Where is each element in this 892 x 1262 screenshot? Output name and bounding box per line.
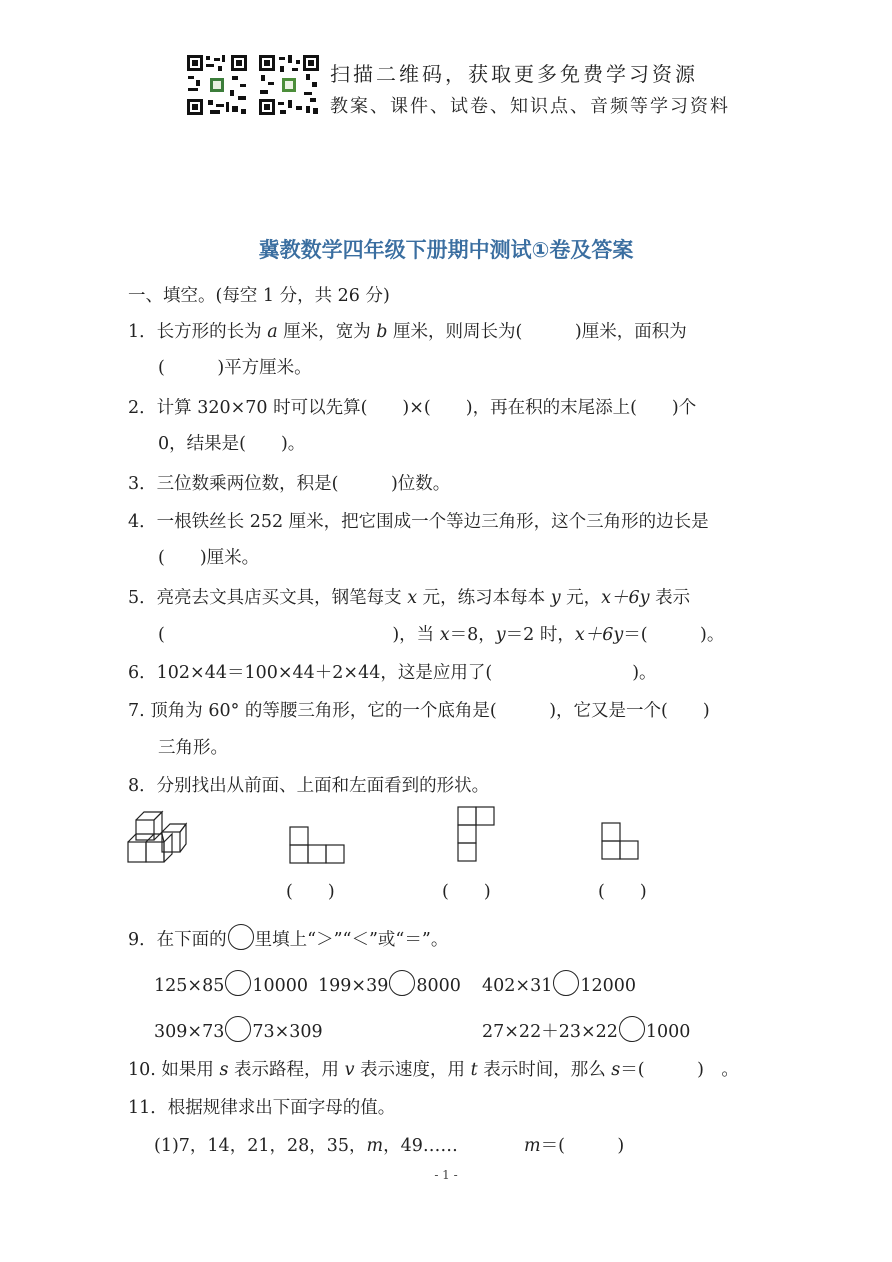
question-4: 4．一根铁丝长 252 厘米，把它围成一个等边三角形，这个三角形的边长是 [128, 512, 709, 532]
question-1-cont: ( )平方厘米。 [158, 358, 312, 378]
header-line-2: 教案、课件、试卷、知识点、音频等学习资料 [330, 96, 730, 117]
answer-blank-a[interactable]: ( ) [286, 882, 335, 902]
question-1: 1．长方形的长为 a 厘米，宽为 b 厘米，则周长为( )厘米，面积为 [128, 322, 687, 342]
question-3: 3．三位数乘两位数，积是( )位数。 [128, 474, 451, 494]
view-shape-b [457, 806, 497, 864]
view-shape-a [289, 826, 347, 864]
question-5: 5．亮亮去文具店买文具，钢笔每支 x 元，练习本每本 y 元，x＋6y 表示 [128, 588, 691, 608]
compare-circle-5[interactable] [619, 1016, 645, 1042]
qr-code-2 [258, 54, 320, 116]
header-line-1: 扫描二维码，获取更多免费学习资源 [330, 62, 698, 86]
compare-circle-2[interactable] [389, 970, 415, 996]
compare-circle-1[interactable] [225, 970, 251, 996]
question-4-cont: ( )厘米。 [158, 548, 260, 568]
question-11: 11．根据规律求出下面字母的值。 [128, 1098, 396, 1118]
question-2-cont: 0，结果是( )。 [158, 434, 306, 454]
answer-blank-c[interactable]: ( ) [598, 882, 647, 902]
section-heading: 一、填空。(每空 1 分，共 26 分) [128, 286, 390, 306]
qr-code-1 [186, 54, 248, 116]
compare-3: 402×31 12000 [482, 970, 636, 996]
answer-blank-b[interactable]: ( ) [442, 882, 491, 902]
page-number: - 1 - [434, 1168, 458, 1182]
view-shape-c [601, 822, 641, 862]
question-5-cont: ( )，当 x＝8，y＝2 时，x＋6y＝( )。 [158, 625, 725, 645]
question-8: 8．分别找出从前面、上面和左面看到的形状。 [128, 776, 490, 796]
compare-4: 309×73 73×309 [154, 1016, 323, 1042]
page-title: 冀教数学四年级下册期中测试①卷及答案 [258, 238, 634, 262]
question-10: 10. 如果用 s 表示路程，用 v 表示速度，用 t 表示时间，那么 s＝( ) 。 [128, 1060, 739, 1080]
circle-icon [228, 924, 254, 950]
question-11-sub1: (1)7，14，21，28，35，m，49…… [154, 1136, 458, 1156]
question-7-cont: 三角形。 [158, 738, 228, 758]
question-2: 2．计算 320×70 时可以先算( )×( )，再在积的末尾添上( )个 [128, 398, 697, 418]
question-6: 6．102×44＝100×44＋2×44，这是应用了( )。 [128, 663, 657, 683]
cube-stack-figure [126, 808, 188, 866]
question-11-answer[interactable]: m＝( ) [524, 1136, 625, 1156]
question-9: 9．在下面的 里填上“＞”“＜”或“＝”。 [128, 924, 448, 951]
compare-circle-4[interactable] [225, 1016, 251, 1042]
compare-5: 27×22＋23×22 1000 [482, 1016, 690, 1043]
compare-1: 125×85 10000 [154, 970, 308, 996]
compare-2: 199×39 8000 [318, 970, 461, 996]
question-7: 7. 顶角为 60° 的等腰三角形，它的一个底角是( )，它又是一个( ) [128, 701, 710, 721]
compare-circle-3[interactable] [553, 970, 579, 996]
